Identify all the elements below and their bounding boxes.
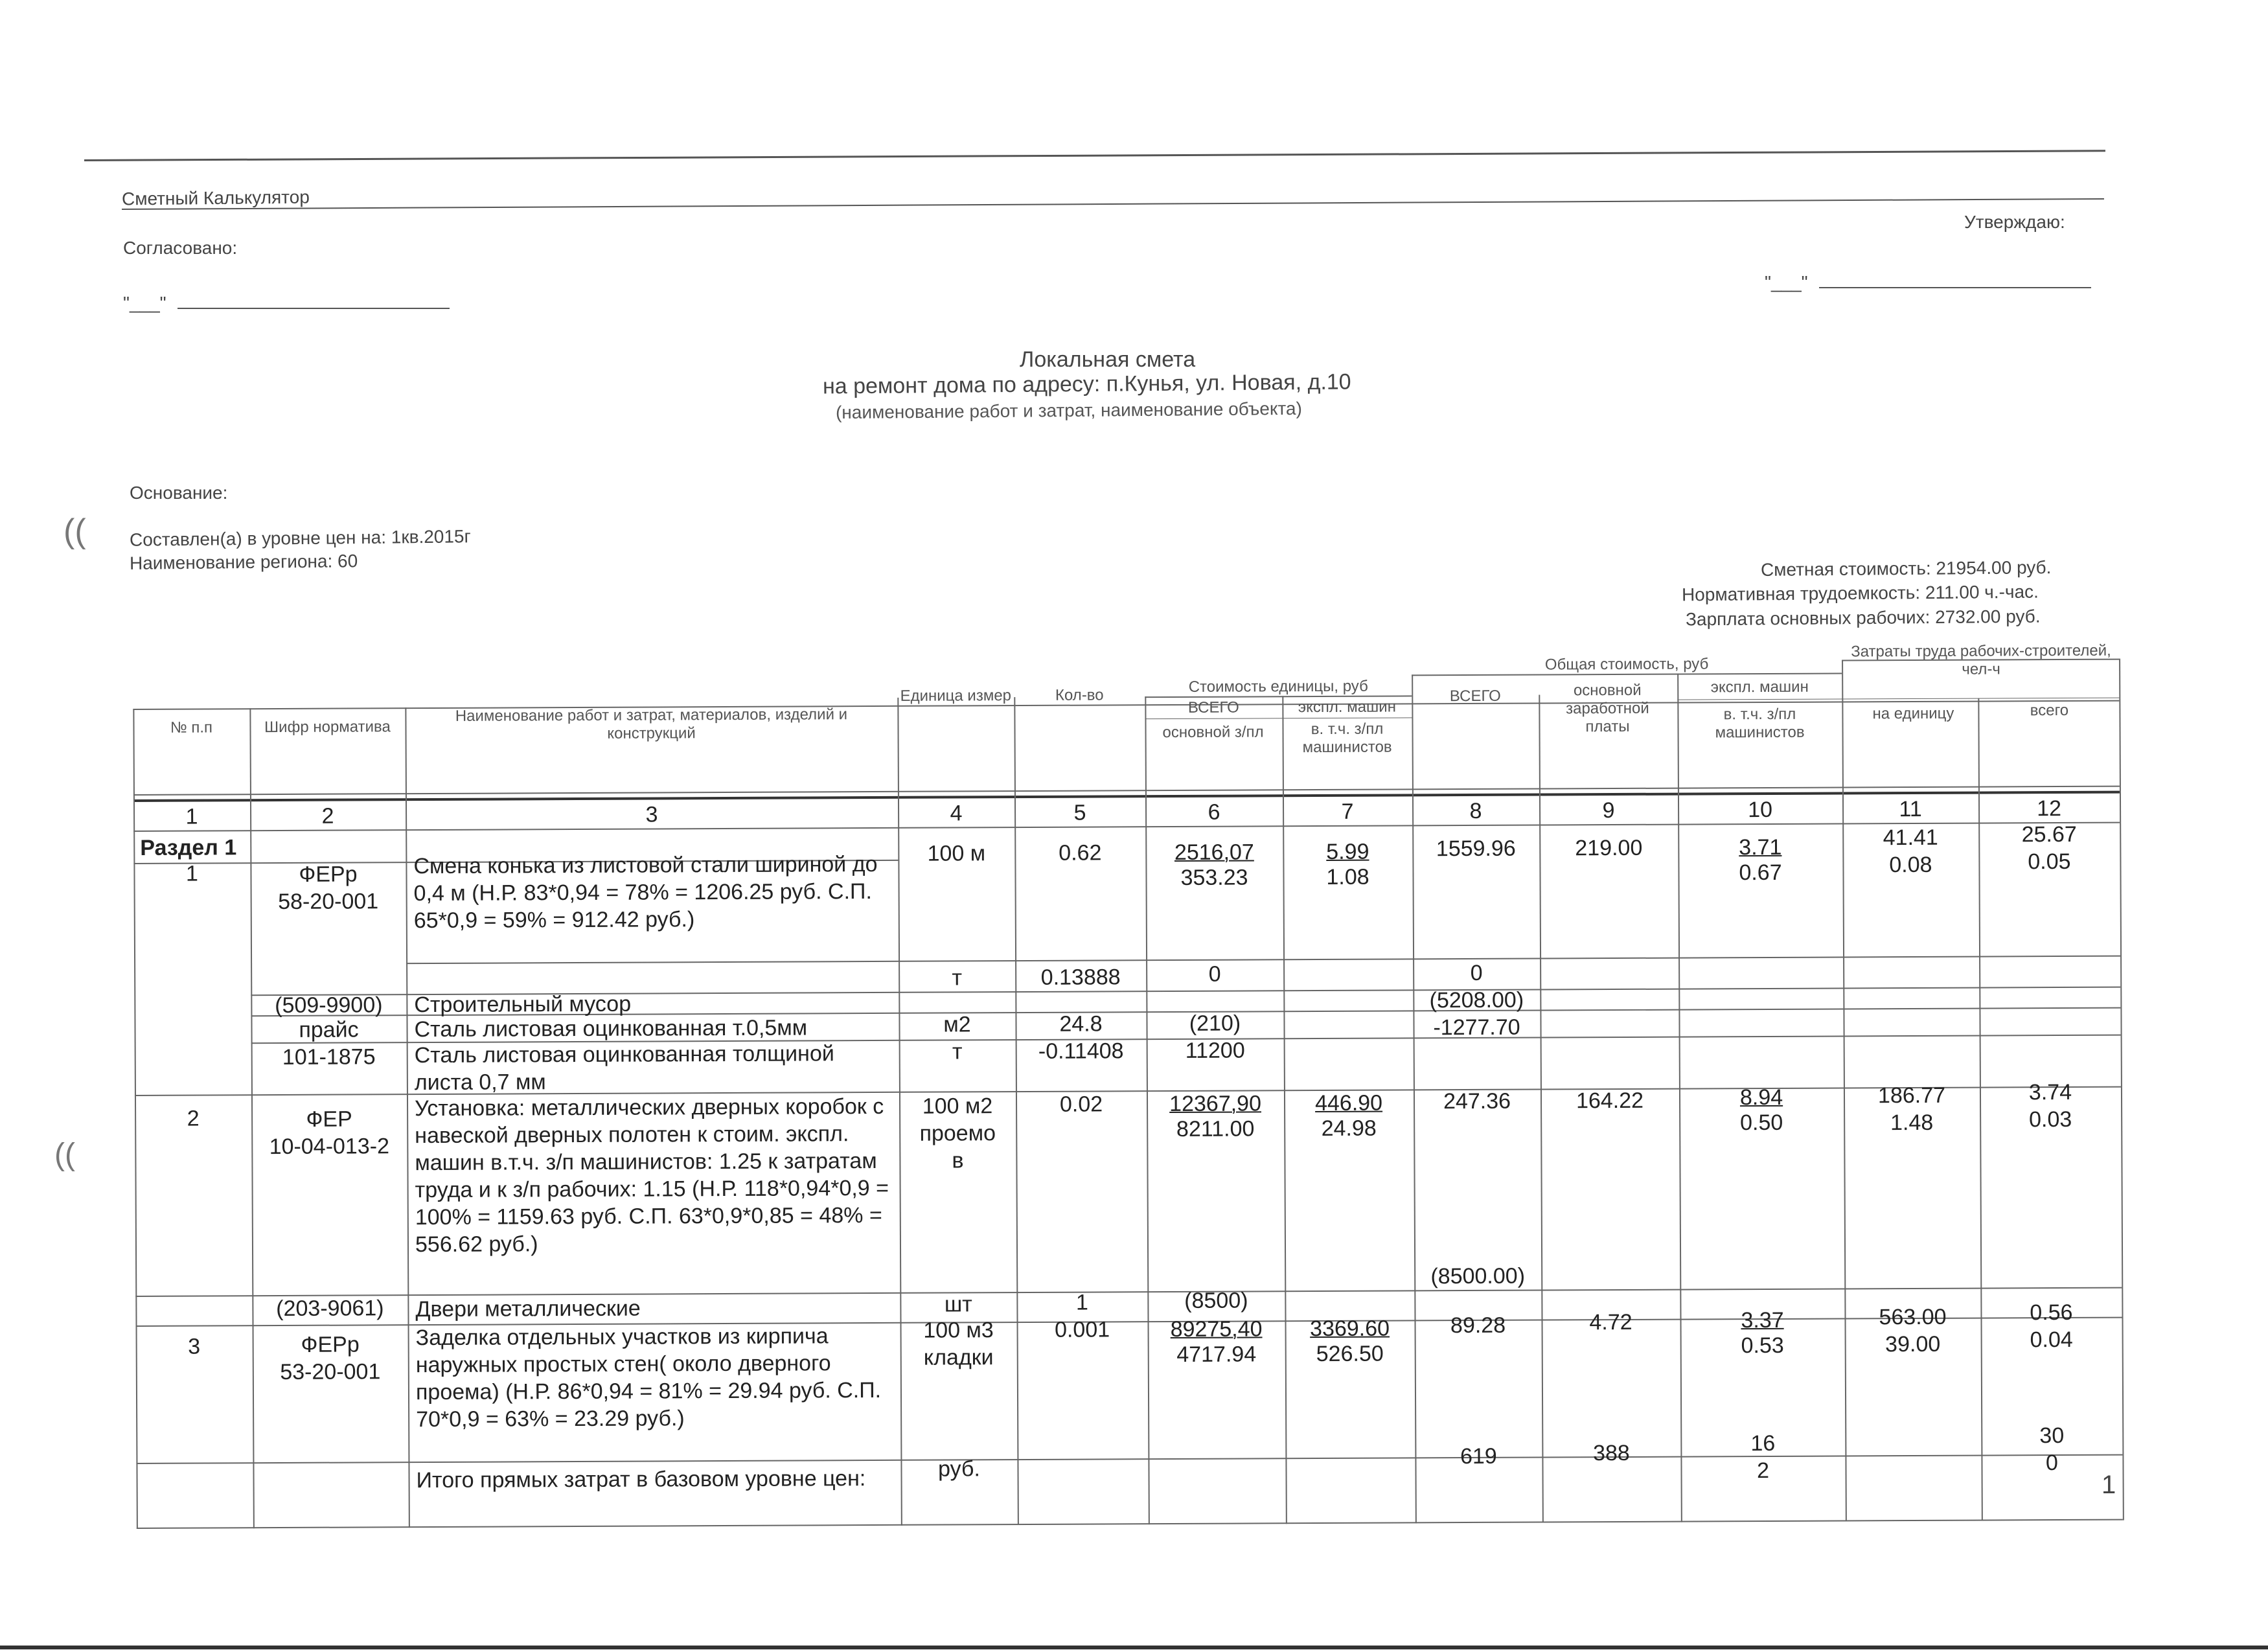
summary-cost: Сметная стоимость: 21954.00 руб.	[1760, 557, 2052, 580]
row-unit-cost: $\frac{2516,07}{353.23}$	[1174, 840, 1254, 890]
row-description: Заделка отдельных участков из кирпича наружных простых стен( около дверного проема) (Н.Р. 86*0,94 = 81% = 29.94 руб. С.П. 70*0,9 = 63% = 23.29 руб.)	[415, 1324, 882, 1432]
row-base-wage: 219.00	[1575, 835, 1643, 861]
row-unit-cost: 11200	[1185, 1038, 1245, 1063]
row-total: (8500.00)	[1430, 1263, 1526, 1289]
row-unit-cost: 0	[1208, 961, 1221, 987]
col-number: 5	[1073, 800, 1086, 825]
totals-base-wage: 388	[1592, 1440, 1630, 1466]
row-unit-cost: (210)	[1189, 1011, 1241, 1036]
col-header-qty: Кол-во	[1055, 686, 1104, 704]
row-qty: 0.001	[1054, 1317, 1110, 1342]
col-number: 11	[1899, 796, 1922, 822]
row-num: 3	[188, 1334, 201, 1359]
header-rule	[122, 198, 2104, 210]
price-level: Составлен(а) в уровне цен на: 1кв.2015г	[129, 526, 471, 550]
col-header-name: Наименование работ и затрат, материалов, изделий и конструкций	[455, 706, 848, 742]
col-number: 3	[645, 802, 658, 827]
row-description: Двери металлические	[415, 1296, 641, 1322]
row-machines-cost: $\frac{3369.60}{526.50}$	[1310, 1316, 1390, 1367]
col-header-all2: ВСЕГО	[1449, 687, 1501, 706]
col-header-incl-wage2: в. т.ч. з/пл машинистов	[1715, 705, 1805, 742]
col-header-machines2: экспл. машин	[1710, 678, 1809, 696]
row-qty: 24.8	[1059, 1011, 1103, 1037]
row-code: 101-1875	[282, 1044, 376, 1070]
doc-subtitle: на ремонт дома по адресу: п.Кунья, ул. Новая, д.10	[822, 369, 1351, 399]
row-labor-total: 25.67 0.05	[2021, 821, 2077, 875]
estimate-table	[133, 641, 2123, 1526]
col-number: 4	[950, 801, 963, 826]
row-qty: -0.11408	[1038, 1038, 1124, 1064]
row-description: Установка: металлических дверных коробок с навеской дверных полотен к стоим. экспл. машин в.т.ч. з/п машинистов: 1.25 к затратам труда и к з/п рабочих: 1.15 (Н.Р. 118*0,94*0,9 = 100% = 1159.63 руб. С.П. 63*0,9*0,85 = 48% = 556.62 руб.)	[414, 1094, 889, 1257]
row-total: -1277.70	[1433, 1015, 1520, 1040]
row-num: 1	[185, 861, 199, 886]
row-unit-cost: (8500)	[1184, 1288, 1248, 1313]
col-header-num: № п.п	[170, 718, 213, 737]
row-code: ФЕРр 53-20-001	[280, 1332, 381, 1385]
totals-unit: руб.	[937, 1456, 981, 1482]
col-header-all: ВСЕГО	[1187, 698, 1239, 717]
row-code: (203-9061)	[276, 1296, 384, 1322]
totals-machines: 16 2	[1750, 1430, 1776, 1484]
row-total: 1559.96	[1436, 836, 1516, 862]
col-header-base-wage2: основной заработной платы	[1566, 681, 1649, 736]
row-code: прайс	[299, 1017, 359, 1042]
row-machines-total: $\frac{3.71}{0.67}$	[1739, 834, 1782, 886]
approved-label: Утверждаю:	[1964, 212, 2065, 232]
totals-labor: 30 0	[2039, 1423, 2065, 1476]
totals-total: 619	[1460, 1443, 1497, 1469]
row-unit-cost: $\frac{89275,40}{4717.94}$	[1170, 1316, 1263, 1367]
col-header-total-labor: всего	[2030, 701, 2069, 720]
row-unit: м2	[943, 1012, 971, 1037]
row-labor-per-unit: 186.77 1.48	[1877, 1083, 1946, 1136]
col-number: 9	[1602, 798, 1615, 823]
col-number: 7	[1341, 799, 1354, 824]
scan-edge	[0, 1646, 2268, 1649]
row-unit: шт	[944, 1292, 972, 1317]
row-total: 0	[1470, 960, 1483, 985]
row-machines-total: $\frac{8.94}{0.50}$	[1739, 1084, 1783, 1136]
row-labor-per-unit: 563.00 39.00	[1879, 1304, 1947, 1357]
page-number: 1	[2102, 1471, 2116, 1499]
row-unit-cost: $\frac{12367,90}{8211.00}$	[1169, 1091, 1262, 1141]
row-description: Сталь листовая оцинкованная толщиной листа 0,7 мм	[414, 1041, 834, 1096]
row-qty: 0.13888	[1040, 965, 1121, 990]
col-header-per-unit: на единицу	[1872, 704, 1954, 723]
region-name: Наименование региона: 60	[129, 551, 358, 573]
col-number: 2	[321, 803, 334, 829]
col-number: 6	[1208, 799, 1220, 825]
row-machines-cost: $\frac{5.99}{1.08}$	[1326, 839, 1369, 889]
row-unit: 100 м3 кладки	[923, 1318, 994, 1370]
row-qty: 0.62	[1059, 840, 1102, 866]
totals-label: Итого прямых затрат в базовом уровне цен:	[416, 1466, 866, 1493]
row-unit: т	[952, 1039, 963, 1064]
col-header-total-cost: Общая стоимость, руб	[1544, 655, 1709, 674]
company-name: Сметный Калькулятор	[121, 187, 310, 209]
row-description: Строительный мусор	[414, 991, 632, 1018]
row-base-wage: 4.72	[1589, 1309, 1632, 1335]
col-header-labor: Затраты труда рабочих-строителей, чел-ч	[1851, 641, 2111, 678]
date-blank-right: "___"	[1765, 272, 2091, 293]
row-qty: 0.02	[1059, 1092, 1103, 1117]
header-rule-top	[84, 150, 2105, 161]
agreed-label: Согласовано:	[123, 238, 238, 258]
row-total: 247.36	[1443, 1088, 1511, 1114]
punch-hole-mark: ((	[63, 512, 86, 550]
row-unit: 100 м	[927, 841, 986, 866]
row-labor-total: 0.56 0.04	[2030, 1300, 2073, 1353]
row-base-wage: 164.22	[1575, 1088, 1644, 1114]
row-num: 2	[187, 1106, 200, 1131]
col-header-machines: экспл. машин	[1298, 698, 1396, 717]
row-unit: т	[952, 965, 963, 991]
col-header-code: Шифр норматива	[264, 718, 391, 737]
doc-title: Локальная смета	[1020, 347, 1196, 372]
col-header-unit-cost: Стоимость единицы, руб	[1188, 677, 1368, 696]
summary-labor: Нормативная трудоемкость: 211.00 ч.-час.	[1681, 581, 2039, 605]
summary-wages: Зарплата основных рабочих: 2732.00 руб.	[1685, 606, 2041, 630]
doc-subtitle-note: (наименование работ и затрат, наименование объекта)	[835, 398, 1303, 423]
row-total: (5208.00)	[1429, 987, 1524, 1013]
section-title: Раздел 1	[140, 835, 237, 860]
row-description: Сталь листовая оцинкованная т.0,5мм	[414, 1015, 808, 1042]
row-labor-total: 3.74 0.03	[2028, 1079, 2072, 1132]
col-number: 1	[185, 804, 198, 829]
col-header-base-wage: основной з/пл	[1162, 723, 1264, 742]
row-qty: 1	[1075, 1290, 1088, 1315]
col-header-unit: Единица измер	[900, 687, 1012, 705]
row-code: ФЕР 10-04-013-2	[269, 1107, 390, 1160]
row-code: ФЕРр 58-20-001	[278, 862, 379, 915]
basis-label: Основание:	[130, 483, 228, 503]
col-header-incl-wage: в. т.ч. з/пл машинистов	[1302, 720, 1392, 757]
col-number: 12	[2037, 796, 2062, 821]
col-number: 8	[1469, 798, 1482, 823]
row-labor-per-unit: 41.41 0.08	[1883, 825, 1938, 878]
row-unit: 100 м2 проемо в	[919, 1094, 996, 1173]
row-code: (509-9900)	[275, 992, 383, 1018]
row-description: Смена конька из листовой стали шириной до 0,4 м (Н.Р. 83*0,94 = 78% = 1206.25 руб. С.П. 65*0,9 = 59% = 912.42 руб.)	[413, 851, 878, 934]
row-total: 89.28	[1450, 1313, 1506, 1338]
punch-hole-mark: ((	[54, 1138, 75, 1172]
row-machines-cost: $\frac{446.90}{24.98}$	[1314, 1090, 1383, 1141]
col-number: 10	[1748, 797, 1773, 823]
date-blank-left: "___"	[123, 293, 450, 314]
row-machines-total: $\frac{3.37}{0.53}$	[1741, 1307, 1784, 1359]
